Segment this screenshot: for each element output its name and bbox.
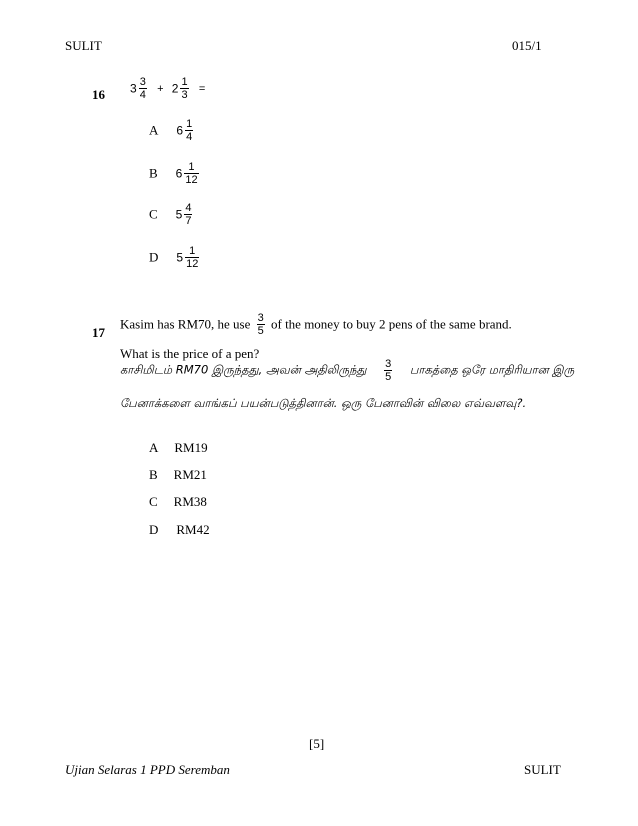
option-letter: B <box>149 467 158 482</box>
option-letter: C <box>149 494 158 509</box>
question-16-number: 16 <box>92 87 105 102</box>
q16-option-d[interactable]: D 5 $\frac{1}{12}$ <box>149 245 199 270</box>
option-text: RM19 <box>174 440 208 455</box>
q17-fraction: $\frac{3}{5}$ <box>257 312 264 337</box>
q17-tamil-fraction: $\frac{3}{5}$ <box>385 358 392 383</box>
question-17-tamil-line1: காசிமிடம் RM70 இருந்தது, அவன் அதிலிருந்து $\frac{3}{5}$ பாகத்தை ஒரே மாதிரியான இரு <box>120 358 575 383</box>
header-left: SULIT <box>65 38 102 53</box>
q17-option-d[interactable] <box>149 522 210 538</box>
option-letter: D <box>149 522 159 537</box>
question-16-expression <box>130 76 210 101</box>
q16-b-fraction: $\frac{1}{3}$ <box>181 76 188 101</box>
q16-option-a[interactable]: A 6 $\frac{1}{4}$ <box>149 118 193 143</box>
option-letter: C <box>149 206 158 222</box>
question-17-line1: Kasim has RM70, he use $\frac{3}{5}$ of the money to buy 2 pens of the same brand. <box>120 312 512 337</box>
q17-option-a[interactable] <box>149 440 208 456</box>
option-text: RM42 <box>176 522 210 537</box>
option-letter: B <box>149 165 158 181</box>
option-text: RM38 <box>173 494 207 509</box>
q16-b-whole: 2 <box>171 81 179 96</box>
footer-right: SULIT <box>524 762 561 777</box>
option-letter: A <box>149 440 159 455</box>
q16-option-b[interactable]: B 6 $\frac{1}{12}$ <box>149 161 198 186</box>
option-letter: A <box>149 122 159 138</box>
page-number: [5] <box>309 736 325 751</box>
option-text: RM21 <box>173 467 207 482</box>
footer-left: Ujian Selaras 1 PPD Seremban <box>65 762 230 777</box>
header-right: 015/1 <box>512 38 542 53</box>
q16-a-fraction: $\frac{3}{4}$ <box>139 76 146 101</box>
q17-option-c[interactable] <box>149 494 207 510</box>
question-17-tamil-line2: பேனாக்களை வாங்கப் பயன்படுத்தினான். ஒரு பேனாவின் விலை எவ்வளவு?. <box>120 396 527 410</box>
q16-option-c[interactable]: C 5 $\frac{4}{7}$ <box>149 202 192 227</box>
q16-a-whole: 3 <box>130 81 137 96</box>
question-17-line2: What is the price of a pen? <box>120 346 260 361</box>
q16-equals: = <box>198 82 206 95</box>
q17-option-b[interactable] <box>149 467 207 483</box>
question-17-number: 17 <box>92 325 105 340</box>
option-letter: D <box>149 249 159 265</box>
q16-plus: + <box>157 82 164 95</box>
